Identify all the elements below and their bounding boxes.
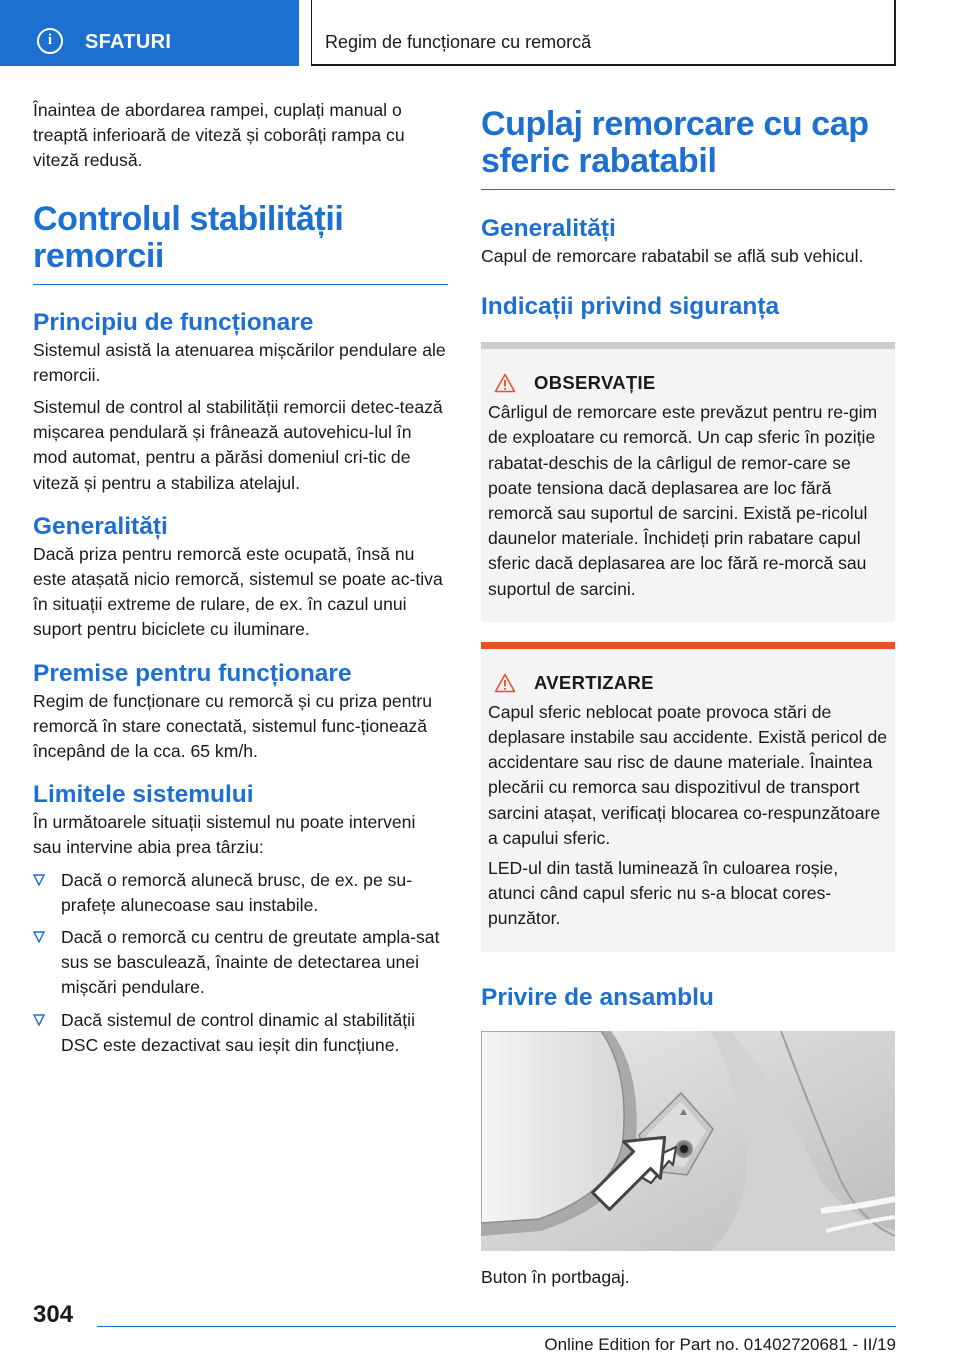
photo-caption: Buton în portbagaj. (481, 1266, 630, 1287)
footer-rule (97, 1326, 896, 1327)
left-column (33, 98, 448, 1058)
list-item-text: Dacă sistemul de control dinamic al stabilității DSC este dezactivat sau ieșit din funcțiune. (61, 1009, 415, 1055)
notice-text: Cârligul de remorcare este prevăzut pentru re-gim de exploatare cu remorcă. Un cap sferic în poziție rabatat-deschis de la cârligul de remor-care se poate tensiona dacă deplasarea are loc fără remorcă sau suportul de sarcini. Există pe-ricolul daunelor materiale. Închideți prin rabatare capul sferic dacă deplasarea are loc fără re-morcă sau suportul de sarcini. (488, 402, 878, 599)
list-item (33, 925, 448, 1001)
paragraph: În următoarele situații sistemul nu poate interveni sau intervine abia prea târziu: (33, 812, 416, 858)
warning-box (481, 642, 895, 952)
trunk-illustration (481, 1031, 895, 1251)
edition-info: Online Edition for Part no. 01402720681 - II/19 (544, 1335, 896, 1354)
trailer-stability-title: Controlul stabilității remorcii (33, 199, 344, 275)
warning-body (481, 649, 895, 952)
heading-general: Generalități (481, 215, 616, 242)
paragraph: Dacă priza pentru remorcă este ocupată, însă nu este atașată nicio remorcă, sistemul se poate ac-tiva în situații extreme de rulare, de ex. în cazul unui suport pentru biciclete cu iluminare. (33, 543, 443, 640)
warning-text: LED-ul din tastă luminează în culoarea roșie, atunci când capul sferic nu s-a blocat cores-punzător. (488, 858, 839, 929)
warning-triangle-icon (494, 673, 516, 693)
towbar-title: Cuplaj remorcare cu cap sferic rabatabil (481, 105, 869, 180)
heading-general: Generalități (33, 512, 168, 540)
warning-bar (481, 642, 895, 649)
paragraph: Sistemul asistă la atenuarea mișcărilor pendulare ale remorcii. (33, 339, 446, 385)
heading-safety: Indicații privind siguranța (481, 293, 780, 321)
notice-bar (481, 342, 895, 349)
paragraph: Sistemul de control al stabilității remorcii detec-tează mișcarea pendulară și frânează autovehicu-lul în mod automat, pentru a părăsi domeniul cri-tic de viteză și pentru a stabiliza atelajul. (33, 397, 443, 493)
triangle-bullet-icon (33, 1014, 45, 1026)
list-item (33, 1008, 448, 1058)
notice-body (481, 349, 895, 622)
paragraph: Regim de funcționare cu remorcă și cu priza pentru remorcă în stare conectată, sistemul func-ționează începând de la cca. 65 km/h. (33, 690, 432, 762)
list-item (33, 868, 448, 918)
notice-title: OBSERVAȚIE (534, 372, 656, 394)
list-item-text: Dacă o remorcă alunecă brusc, de ex. pe su-prafețe alunecoase sau instabile. (61, 869, 413, 915)
paragraph: Capul de remorcare rabatabil se află sub vehicul. (481, 246, 864, 266)
title-rule (481, 189, 895, 190)
heading-function-principle: Principiu de funcționare (33, 308, 314, 336)
section-title: SFATURI (85, 31, 172, 53)
heading-prerequisites: Premise pentru funcționare (33, 659, 352, 687)
topic-title: Regim de funcționare cu remorcă (325, 32, 592, 52)
warning-title-row (494, 671, 888, 695)
heading-system-limits: Limitele sistemului (33, 781, 254, 809)
warning-title: AVERTIZARE (534, 671, 654, 693)
heading-overview: Privire de ansamblu (481, 983, 714, 1011)
notice-title-row (494, 371, 888, 395)
trunk-button-photo (481, 1031, 895, 1251)
warning-text: Capul sferic neblocat poate provoca stări de deplasare instabile sau accidente. Există pericol de accidentare sau risc de daune materiale. Înaintea plecării cu remorca sau dispozitivul de transport sarcini atașat, verificați blocarea co-respunzătoare a capului sferic. (488, 701, 888, 848)
intro-paragraph: Înaintea de abordarea rampei, cuplați manual o treaptă inferioară de viteză și coborâți rampa cu viteză redusă. (33, 100, 405, 171)
title-rule (33, 284, 448, 285)
triangle-bullet-icon (33, 931, 45, 943)
page-number: 304 (33, 1301, 74, 1328)
info-icon: i (37, 28, 63, 54)
right-column (481, 98, 895, 1290)
notice-box (481, 342, 895, 622)
triangle-bullet-icon (33, 874, 45, 886)
warning-triangle-icon (494, 373, 516, 393)
list-item-text: Dacă o remorcă cu centru de greutate ampla-sat sus se basculează, înainte de detectarea unei mișcări pendulare. (61, 927, 440, 998)
limits-list (33, 868, 448, 1058)
